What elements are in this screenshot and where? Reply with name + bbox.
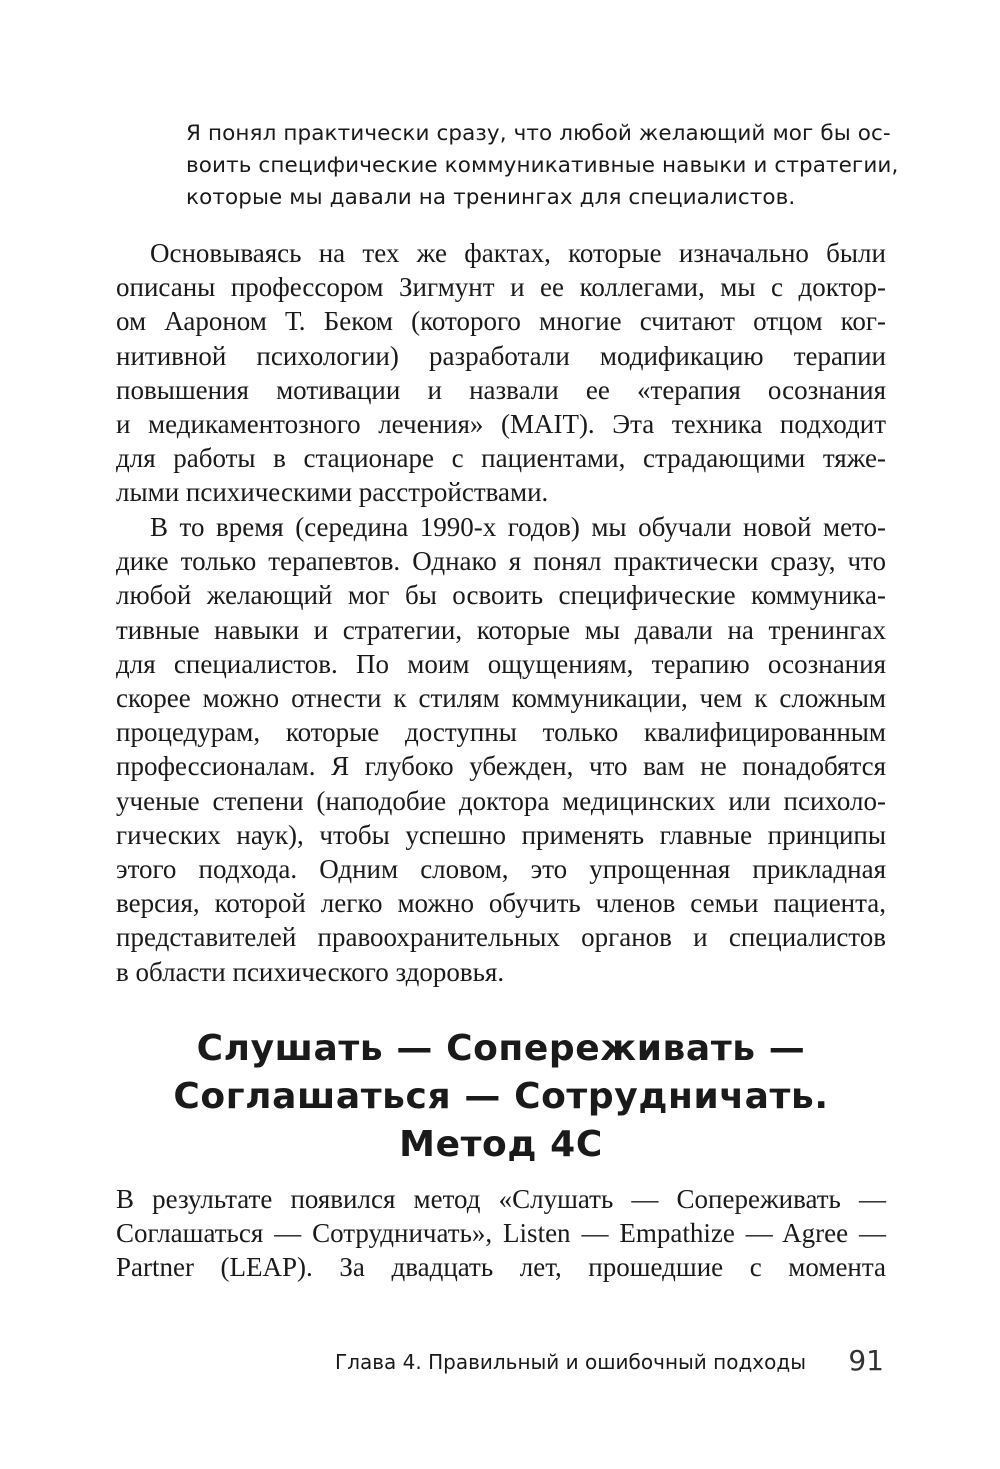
heading-line: Слушать — Сопереживать — <box>196 1028 806 1069</box>
paragraph-line: ом Аароном Т. Беком (которого многие считают отцом ког- <box>116 306 886 337</box>
heading-line: Соглашаться — Сотрудничать. <box>173 1076 829 1117</box>
running-title: Глава 4. Правильный и ошибочный подходы <box>335 1350 806 1374</box>
paragraph-line: этого подхода. Одним словом, это упрощенная прикладная <box>116 854 886 885</box>
heading-line: Метод 4С <box>399 1124 603 1165</box>
paragraph-3 <box>116 1182 886 1285</box>
paragraph-line: для работы в стационаре с пациентами, страдающими тяже- <box>116 443 886 474</box>
paragraph-line: и медикаментозного лечения» (MAIT). Эта техника подходит <box>116 409 886 440</box>
paragraph-2 <box>116 510 886 989</box>
paragraph-line: В результате появился метод «Слушать — Сопереживать — <box>116 1184 886 1214</box>
paragraph-line: описаны профессором Зигмунт и ее коллегами, мы с доктор- <box>116 272 886 303</box>
paragraph-line: В то время (середина 1990-х годов) мы обучали новой мето- <box>150 512 886 542</box>
epigraph-quote <box>186 118 899 214</box>
paragraph-line: скорее можно отнести к стилям коммуникации, чем к сложным <box>116 683 886 714</box>
paragraph-line: повышения мотивации и назвали ее «терапия осознания <box>116 374 886 405</box>
paragraph-line: представителей правоохранительных органов и специалистов <box>116 922 886 953</box>
section-heading <box>116 1025 886 1169</box>
paragraph-line: дике только терапевтов. Однако я понял практически сразу, что <box>116 546 886 577</box>
paragraph-line: лыми психическими расстройствами. <box>116 477 549 508</box>
paragraph-line: любой желающий мог бы освоить специфические коммуника- <box>116 580 886 611</box>
paragraph-line: процедурам, которые доступны только квалифицированным <box>116 717 886 748</box>
paragraph-line: ученые степени (наподобие доктора медицинских или психоло- <box>116 785 886 816</box>
page-number: 91 <box>848 1344 884 1377</box>
paragraph-line: Partner (LEAP). За двадцать лет, прошедшие с момента <box>116 1252 886 1283</box>
paragraph-line: в области психического здоровья. <box>116 956 505 987</box>
paragraph-line: гических наук), чтобы успешно применять главные принципы <box>116 819 886 850</box>
paragraph-line: нитивной психологии) разработали модификацию терапии <box>116 340 886 371</box>
paragraph-line: версия, которой легко можно обучить членов семьи пациента, <box>116 888 886 919</box>
paragraph-line: тивные навыки и стратегии, которые мы давали на тренингах <box>116 614 886 645</box>
paragraph-1 <box>116 236 886 510</box>
quote-line: воить специфические коммуникативные навыки и стратегии, <box>186 153 899 178</box>
quote-line: которые мы давали на тренингах для специалистов. <box>186 185 796 210</box>
page-footer <box>116 1342 886 1382</box>
paragraph-line: Соглашаться — Сотрудничать», Listen — Empathize — Agree — <box>116 1218 886 1249</box>
paragraph-line: для специалистов. По моим ощущениям, терапию осознания <box>116 648 886 679</box>
paragraph-line: профессионалам. Я глубоко убежден, что вам не понадобятся <box>116 751 886 782</box>
quote-line: Я понял практически сразу, что любой желающий мог бы ос- <box>186 121 891 146</box>
paragraph-line: Основываясь на тех же фактах, которые изначально были <box>150 238 886 268</box>
